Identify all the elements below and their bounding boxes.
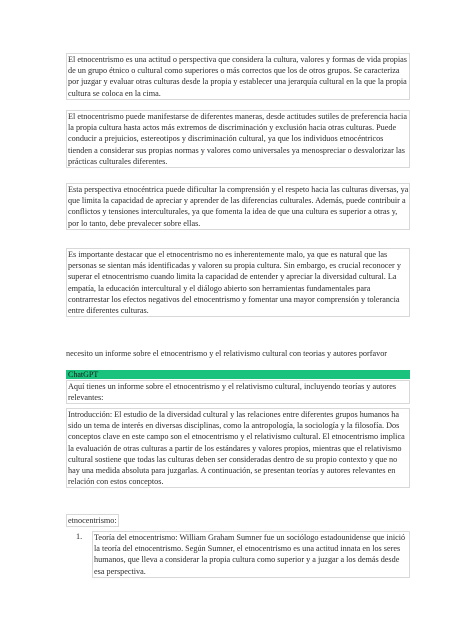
paragraph-importance: Es importante destacar que el etnocentrismo no es inherentemente malo, ya que es natural que las personas se sientan más identificadas y valoren su propia cultura. Sin embargo, es crucial reconocer y superar el etnocentrismo cuando limita la capacidad de entender y apreciar la diversidad cultural. La empatía, la educación intercultural y el diálogo abierto son herramientas fundamentales para contrarrestar los efectos negativos del etnocentrismo y fomentar una mayor comprensión y tolerancia entre diferentes culturas. xyxy=(66,248,410,317)
answer-intro: Aquí tienes un informe sobre el etnocentrismo y el relativismo cultural, incluyendo teorías y autores relevantes: xyxy=(66,380,410,404)
paragraph-manifestations: El etnocentrismo puede manifestarse de diferentes maneras, desde actitudes sutiles de preferencia hacia la propia cultura hasta actos más extremos de discriminación y exclusión hacia otras culturas. Puede conducir a prejuicios, estereotipos y discriminación cultural, ya que los individuos etnocéntricos tienden a considerar sus propias normas y valores como universales ya menospreciar o desvalorizar las prácticas culturales diferentes. xyxy=(66,110,410,168)
paragraph-consequences: Esta perspectiva etnocéntrica puede dificultar la comprensión y el respeto hacia las culturas diversas, ya que limita la capacidad de apreciar y aprender de las diferencias culturales. Además, puede contribuir a conflictos y tensiones interculturales, ya que fomenta la idea de que una cultura es superior a otras y, por lo tanto, debe prevalecer sobre ellas. xyxy=(66,183,410,230)
paragraph-definition: El etnocentrismo es una actitud o perspectiva que considera la cultura, valores y formas de vida propias de un grupo étnico o cultural como superiores o más correctos que los de otros grupos. Se caracteriza por juzgar y evaluar otras culturas desde la propia y establecer una jerarquía cultural en la que la propia cultura se coloca en la cima. xyxy=(66,53,410,100)
user-request: necesito un informe sobre el etnocentrismo y el relativismo cultural con teorias y autores porfavor xyxy=(66,349,388,358)
list-item-text: Teoría del etnocentrismo: William Graham Sumner fue un sociólogo estadounidense que inició la teoría del etnocentrismo. Según Sumner, el etnocentrismo es una actitud innata en los seres humanos, que lleva a considerar la propia cultura como superior y a juzgar a los demás desde esa perspectiva. xyxy=(92,531,410,578)
list-item-number: 1. xyxy=(76,532,83,541)
section-heading: etnocentrismo: xyxy=(68,516,117,525)
speaker-bar: ChatGPT xyxy=(66,370,410,379)
paragraph-introduction: Introducción: El estudio de la diversidad cultural y las relaciones entre diferentes grupos humanos ha sido un tema de interés en diversas disciplinas, como la antropología, la sociología y la filosofía. Dos conceptos clave en este campo son el etnocentrismo y el relativismo cultural. El etnocentrismo implica la evaluación de otras culturas a partir de los estándares y valores propios, mientras que el relativismo cultural sostiene que todas las culturas deben ser consideradas dentro de su propio contexto y que no hay una medida absoluta para juzgarlas. A continuación, se presentan teorías y autores relevantes en relación con estos conceptos. xyxy=(66,408,410,488)
